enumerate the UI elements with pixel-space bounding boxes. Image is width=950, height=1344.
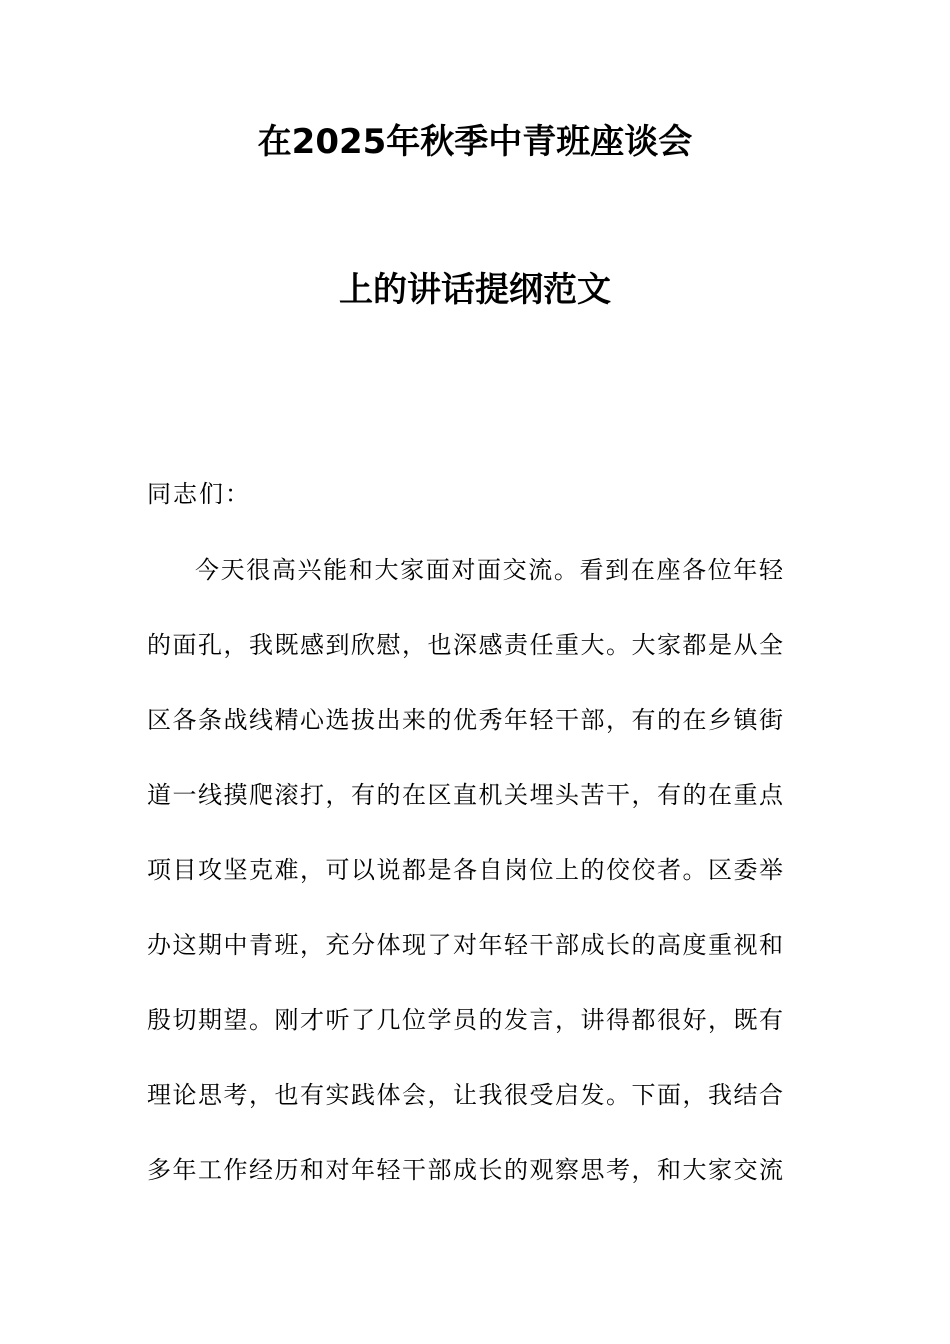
paragraph-line: 多年工作经历和对年轻干部成长的观察思考，和大家交流: [147, 1156, 783, 1184]
paragraph-line: 项目攻坚克难，可以说都是各自岗位上的佼佼者。区委举: [147, 856, 783, 884]
document-title-line-2: 上的讲话提纲范文: [339, 270, 611, 310]
paragraph-line: 办这期中青班，充分体现了对年轻干部成长的高度重视和: [147, 931, 783, 959]
document-title-line-1: 在2025年秋季中青班座谈会: [257, 122, 693, 162]
paragraph-line: 区各条战线精心选拔出来的优秀年轻干部，有的在乡镇街: [147, 706, 783, 734]
paragraph-line: 理论思考，也有实践体会，让我很受启发。下面，我结合: [147, 1081, 783, 1109]
paragraph-line: 道一线摸爬滚打，有的在区直机关埋头苦干，有的在重点: [147, 781, 783, 809]
paragraph-line: 殷切期望。刚才听了几位学员的发言，讲得都很好，既有: [147, 1006, 783, 1034]
paragraph-line: 的面孔，我既感到欣慰，也深感责任重大。大家都是从全: [147, 631, 783, 659]
paragraph-line: 今天很高兴能和大家面对面交流。看到在座各位年轻: [195, 556, 783, 584]
body-paragraph: [147, 554, 783, 1229]
greeting: 同志们：: [147, 480, 251, 508]
